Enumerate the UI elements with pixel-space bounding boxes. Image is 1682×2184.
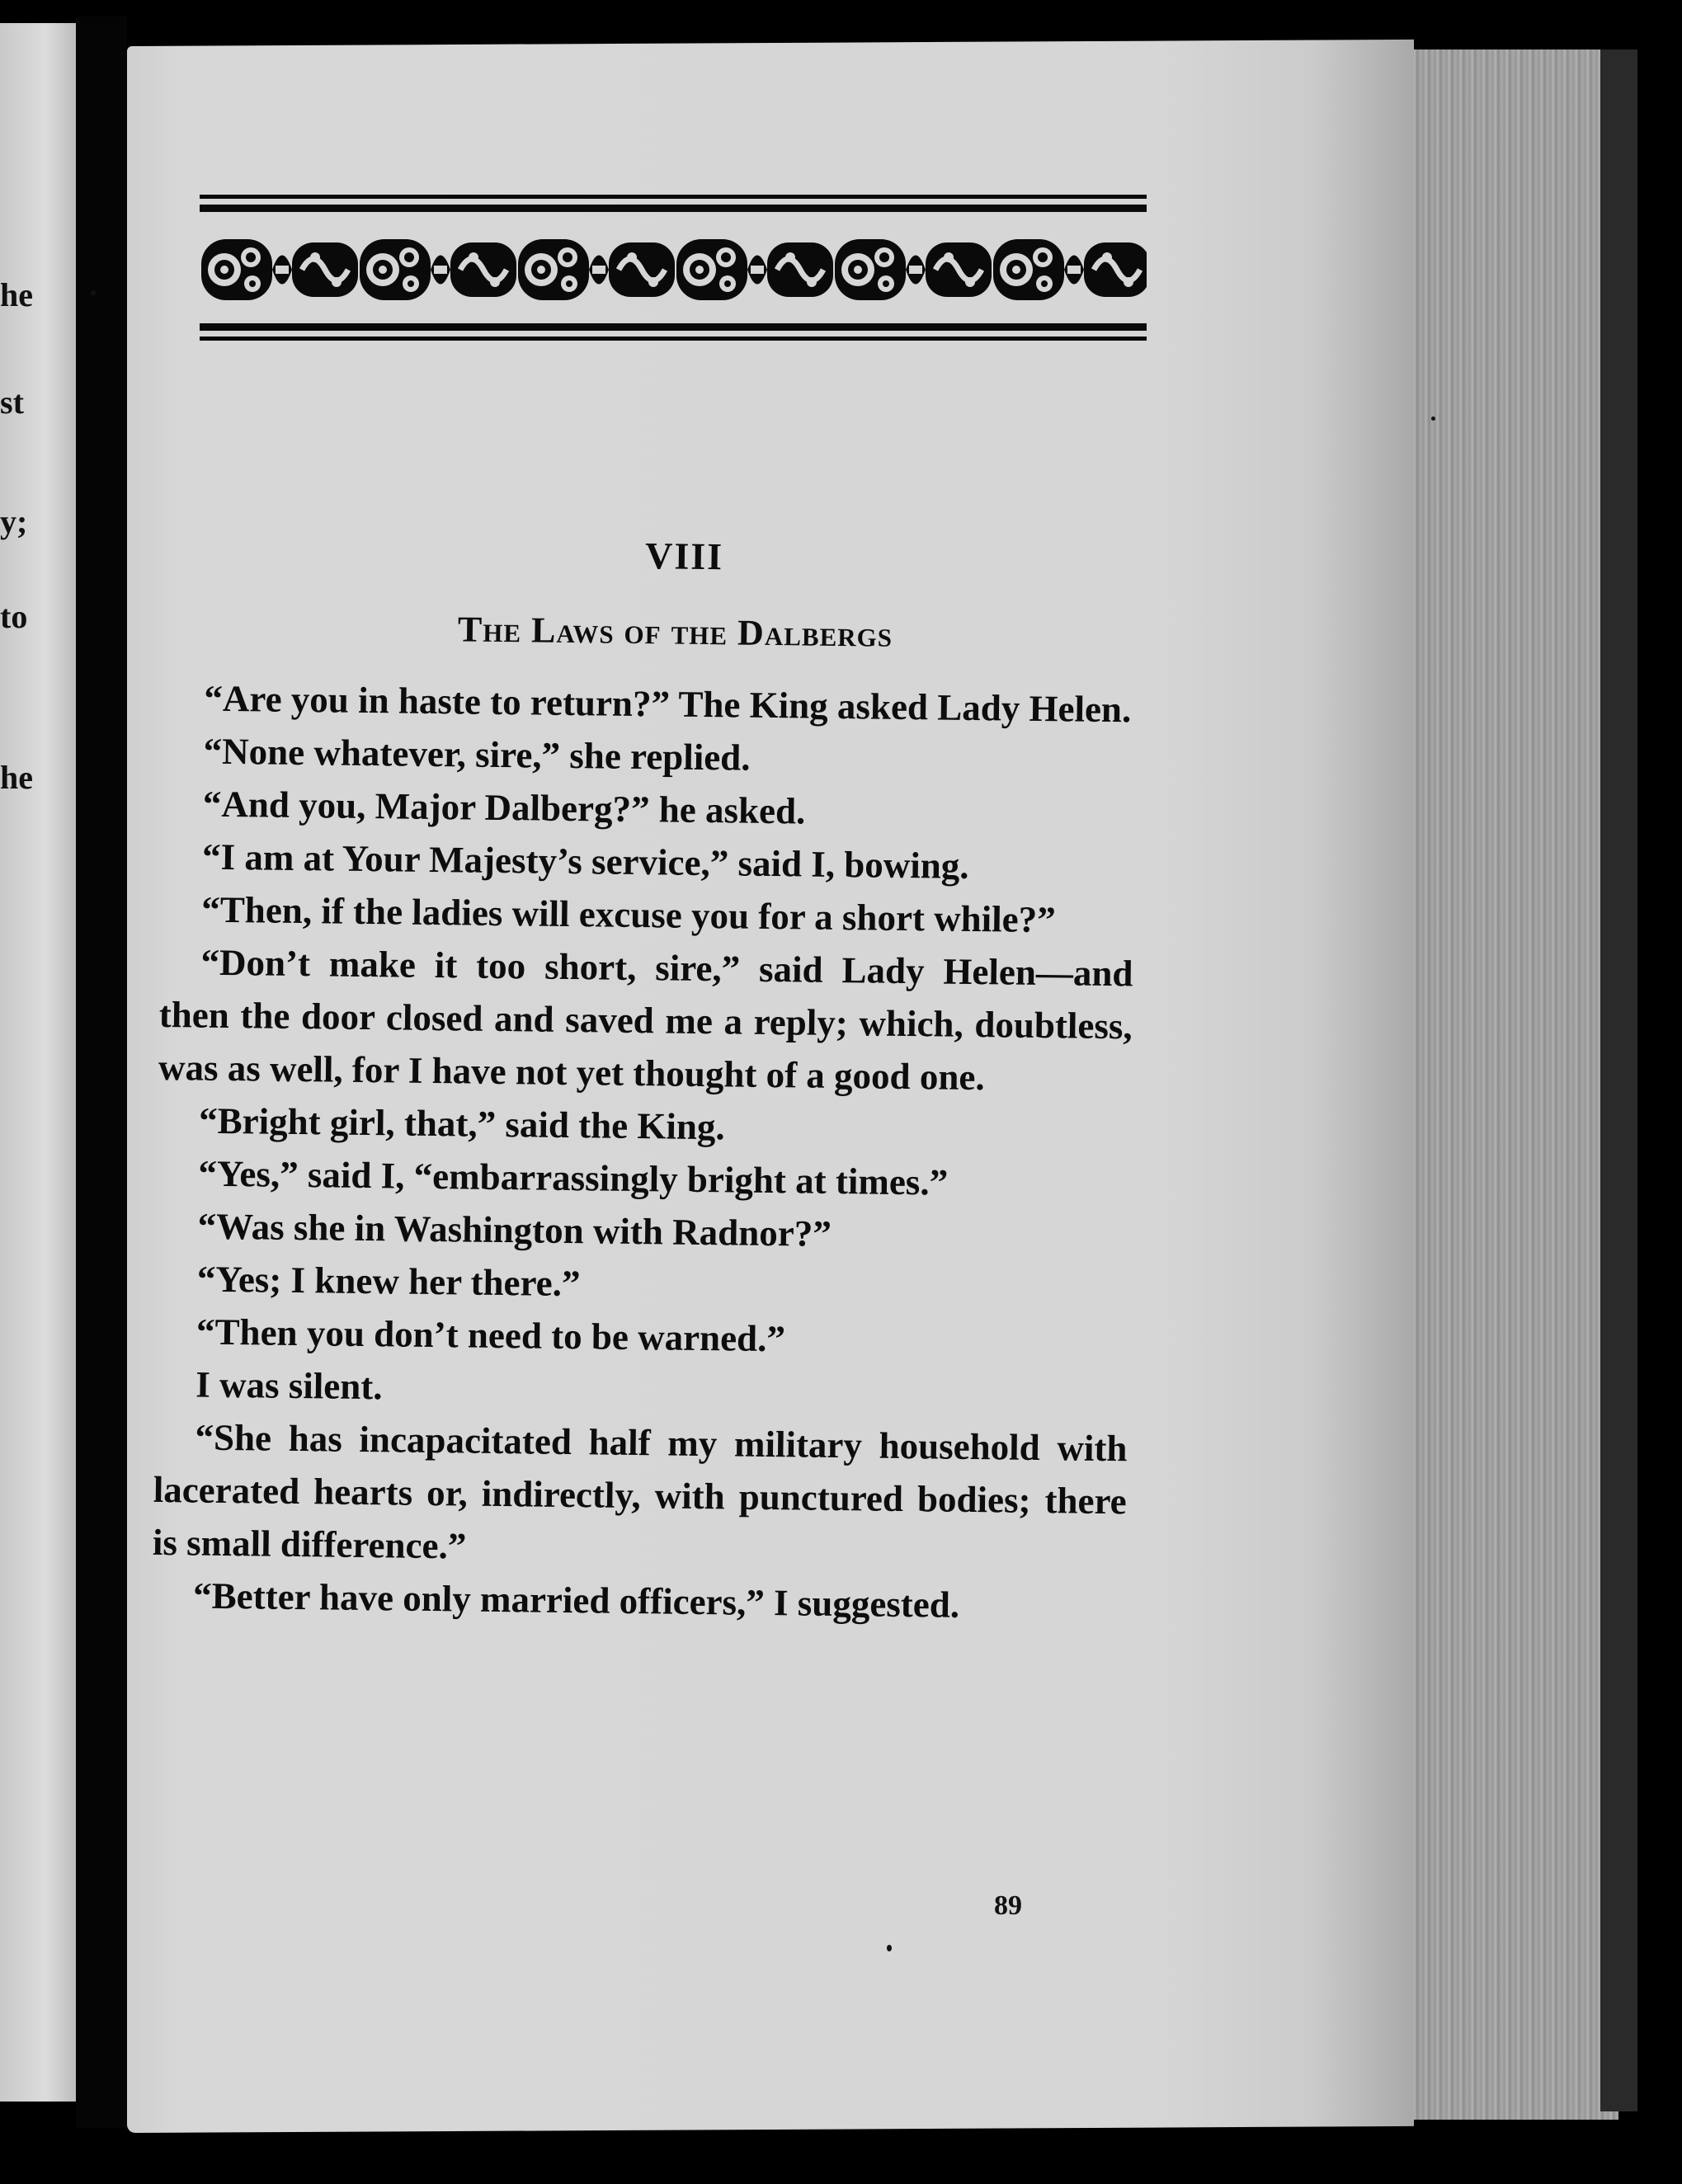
paragraph: “None whatever, sire,” she replied. <box>203 730 751 779</box>
paragraph: “Bright girl, that,” said the King. <box>198 1099 726 1148</box>
paragraph: “Then, if the ladies will excuse you for a short while?” <box>201 888 1057 941</box>
scan-border <box>1637 0 1682 2184</box>
chapter-title: The Laws of the Dalbergs <box>457 609 893 655</box>
ornament-rule <box>200 205 1147 212</box>
left-facing-page <box>0 23 76 2102</box>
left-page-fragment: st <box>0 384 24 421</box>
page-number: 89 <box>994 1890 1022 1921</box>
book-gutter <box>76 16 127 2128</box>
left-page-fragment: he <box>0 276 33 313</box>
page-text <box>152 528 1138 1633</box>
scan-speck <box>887 1945 892 1951</box>
scan-speck <box>1431 417 1435 421</box>
paragraph: “Was she in Washington with Radnor?” <box>197 1205 832 1254</box>
paragraph: I was silent. <box>196 1363 383 1408</box>
paragraph: “Better have only married officers,” I suggested. <box>192 1574 960 1626</box>
paragraph: “Don’t make it too short, sire,” said Lady Helen—and then the door closed and saved me a reply; which, doubtless, was as well, for I have not yet thought of a good one. <box>158 941 1133 1099</box>
paragraph: “Are you in haste to return?” The King asked Lady Helen. <box>204 677 1132 731</box>
scrollwork-ornament-icon <box>200 224 1147 315</box>
paragraph: “And you, Major Dalberg?” he asked. <box>202 783 806 832</box>
paragraph: “Then you don’t need to be warned.” <box>196 1311 786 1360</box>
paragraph: “Yes,” said I, “embarrassingly bright at times.” <box>198 1152 949 1203</box>
chapter-number: VIII <box>644 534 724 578</box>
scan-speck <box>91 290 96 295</box>
header-ornament <box>200 191 1147 365</box>
ornament-rule <box>200 323 1147 331</box>
page-edges-shadow <box>1600 49 1637 2111</box>
left-page-fragment: y; <box>0 503 28 540</box>
ornament-rule <box>200 337 1147 341</box>
paragraph: “Yes; I knew her there.” <box>196 1258 581 1305</box>
ornament-rule <box>200 195 1147 199</box>
left-page-fragment: to <box>0 598 28 635</box>
paragraph: “I am at Your Majesty’s service,” said I, bowing. <box>201 835 969 887</box>
left-page-fragment: he <box>0 759 33 796</box>
paragraph: “She has incapacitated half my military household with lacerated hearts or, indirectly, with punctured bodies; there is small difference.” <box>152 1416 1128 1567</box>
